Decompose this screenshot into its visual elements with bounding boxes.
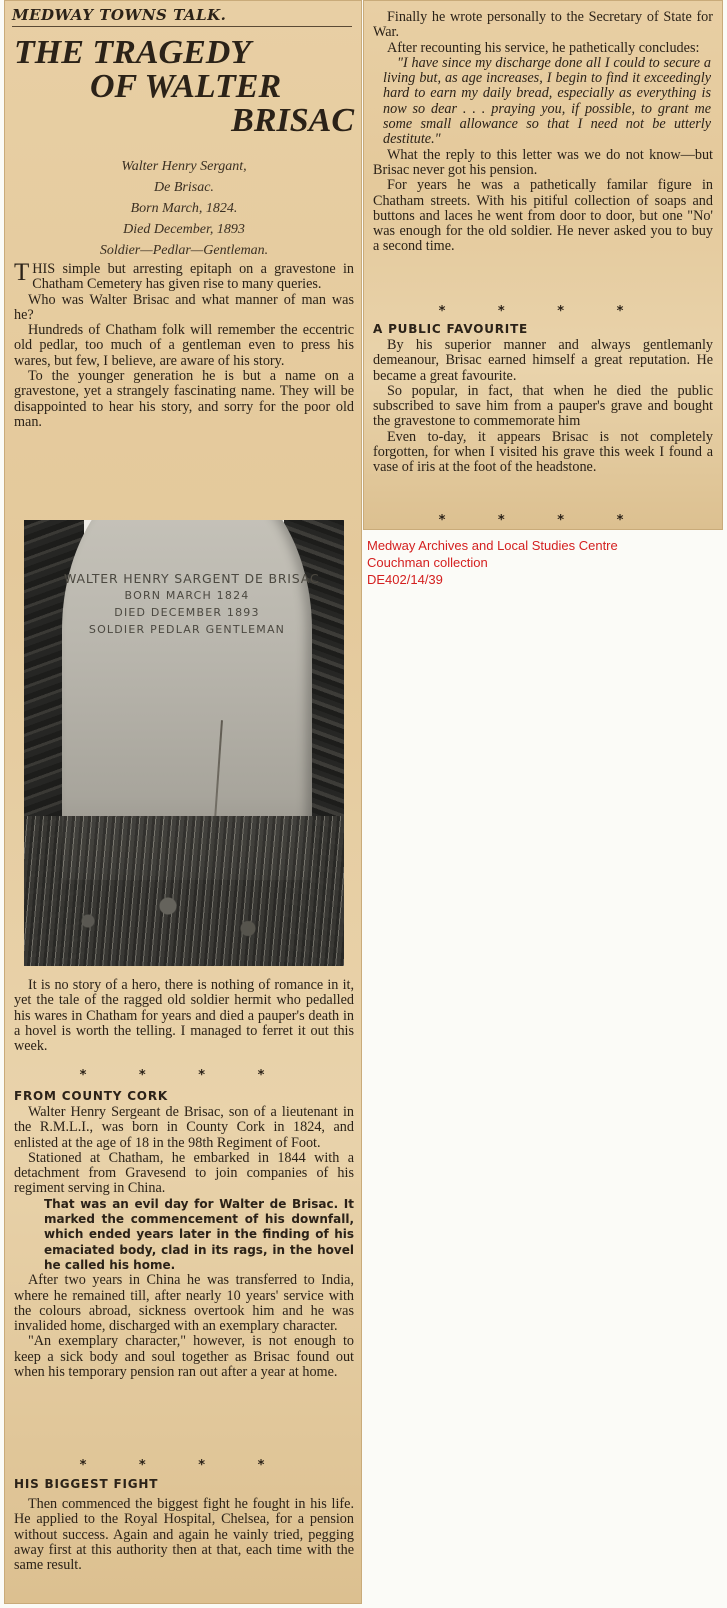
paragraph: By his superior manner and always gentlemanly demeanour, Brisac earned himself a great reputation. He became a great favourite.: [373, 337, 713, 384]
newspaper-clipping-left: [4, 0, 362, 1604]
headline-line-1: THE TRAGEDY: [14, 34, 252, 71]
headline-line-2: OF WALTER: [90, 68, 282, 105]
archive-name: Medway Archives and Local Studies Centre: [367, 538, 618, 553]
after-photo-paragraph: It is no story of a hero, there is nothing of romance in it, yet the tale of the ragged old soldier hermit who pedalled his wares in Chatham for years and died a pauper's death in a hovel is worth the telling. I managed to ferret it out this week.: [14, 977, 354, 1055]
continued-text: [373, 10, 713, 255]
paragraph: After two years in China he was transferred to India, where he remained till, after nearly 10 years' service with the colours abroad, sickness overtook him and he was invalided home, discharged with an exemplary character.: [14, 1272, 354, 1335]
masthead: MEDWAY TOWNS TALK.: [12, 6, 352, 27]
inscription-line: BORN MARCH 1824: [124, 589, 250, 602]
after-photo-text: [14, 978, 354, 1054]
archive-reference: [367, 537, 707, 588]
paragraph: Then commenced the biggest fight he fought in his life. He applied to the Royal Hospital, Chelsea, for a pension without success. Again and again he vainly tried, pegging away first at this authority then at that, each time with the same result.: [14, 1496, 354, 1574]
archive-collection: Couchman collection: [367, 555, 488, 570]
paragraph: Even to-day, it appears Brisac is not completely forgotten, for when I visited his grave this week I found a vase of iris at the foot of the headstone.: [373, 428, 713, 476]
epitaph-line: Soldier—Pedlar—Gentleman.: [99, 243, 269, 258]
gravestone-photo: [24, 520, 344, 966]
section-heading-public-favourite: A PUBLIC FAVOURITE: [373, 322, 529, 336]
section-separator: * * * *: [438, 304, 648, 319]
paragraph: After recounting his service, he pathetically concludes:: [387, 39, 700, 56]
intro-paragraph-4: To the younger generation he is but a name on a gravestone, yet a strangely fascinating name. They will be disappointed to hear his story, and sorry for the poor old man.: [14, 368, 354, 430]
intro-paragraph-1: THIS simple but arresting epitaph on a gravestone in Chatham Cemetery has given rise to many queries.: [14, 259, 354, 293]
letter-quote: "I have since my discharge done all I could to secure a living but, as age increases, I begin to find it exceedingly hard to earn my daily bread, especially as everything is now so dear . . . praying you, if possible, to grant me some small allowance so that I need not be utterly destitute.": [383, 54, 711, 148]
epitaph: [44, 156, 324, 261]
intro-paragraph-3: Hundreds of Chatham folk will remember the eccentric old pedlar, too much of a gentleman even to press his wares, but few, I believe, are aware of his story.: [14, 322, 354, 369]
epitaph-line: Walter Henry Sergant,: [121, 159, 247, 174]
paragraph: What the reply to this letter was we do not know—but Brisac never got his pension.: [373, 146, 713, 178]
headline-line-3: BRISAC: [231, 102, 354, 139]
archive-ref-number: DE402/14/39: [367, 572, 443, 587]
intro-paragraph-2: Who was Walter Brisac and what manner of man was he?: [14, 291, 354, 323]
section-heading-county-cork: FROM COUNTY CORK: [14, 1089, 168, 1103]
epitaph-line: Born March, 1824.: [130, 201, 238, 216]
paragraph: So popular, in fact, that when he died the public subscribed to save him from a pauper's grave and bought the gravestone to commemorate him: [373, 382, 713, 430]
epitaph-line: Died December, 1893: [123, 222, 245, 237]
inscription-line: WALTER HENRY SARGENT DE BRISAC: [64, 571, 320, 586]
paragraph: "An exemplary character," however, is not enough to keep a sick body and soul together as Brisac found out when his temporary pension ran out after a year at home.: [14, 1333, 354, 1381]
section-public-favourite: [373, 338, 713, 476]
inscription-line: DIED DECEMBER 1893: [114, 606, 260, 619]
section-heading-biggest-fight: HIS BIGGEST FIGHT: [14, 1477, 159, 1491]
paragraph: Walter Henry Sergeant de Brisac, son of a lieutenant in the R.M.L.I., was born in County Cork in 1824, and enlisted at the age of 18 in the 98th Regiment of Foot.: [14, 1104, 354, 1151]
intro-text: [14, 259, 354, 430]
bold-paragraph: That was an evil day for Walter de Brisac. It marked the commencement of his downfall, which ended years later in the finding of his emaciated body, clad in its rags, in the hovel he called his home.: [44, 1196, 354, 1272]
headline: [10, 36, 356, 138]
paragraph: Stationed at Chatham, he embarked in 1844 with a detachment from Gravesend to join companies of his regiment serving in China.: [14, 1149, 354, 1197]
gravestone-inscription: [64, 570, 320, 638]
inscription-line: SOLDIER PEDLAR GENTLEMAN: [88, 623, 286, 636]
section-separator: * * * *: [79, 1068, 289, 1083]
paragraph: Finally he wrote personally to the Secretary of State for War.: [373, 9, 713, 41]
newspaper-clipping-right: [363, 0, 723, 530]
paragraph: For years he was a pathetically familar figure in Chatham streets. With his pitiful collection of soaps and buttons and laces he went from door to door, but one "No' was enough for the old soldier. He never asked you to buy a second time.: [373, 177, 713, 255]
section-county-cork: [14, 1105, 354, 1380]
drop-cap: T: [14, 259, 30, 286]
section-separator: * * * *: [438, 513, 648, 528]
section-biggest-fight: [14, 1497, 354, 1573]
section-separator: * * * *: [79, 1458, 289, 1473]
epitaph-line: De Brisac.: [154, 180, 214, 195]
